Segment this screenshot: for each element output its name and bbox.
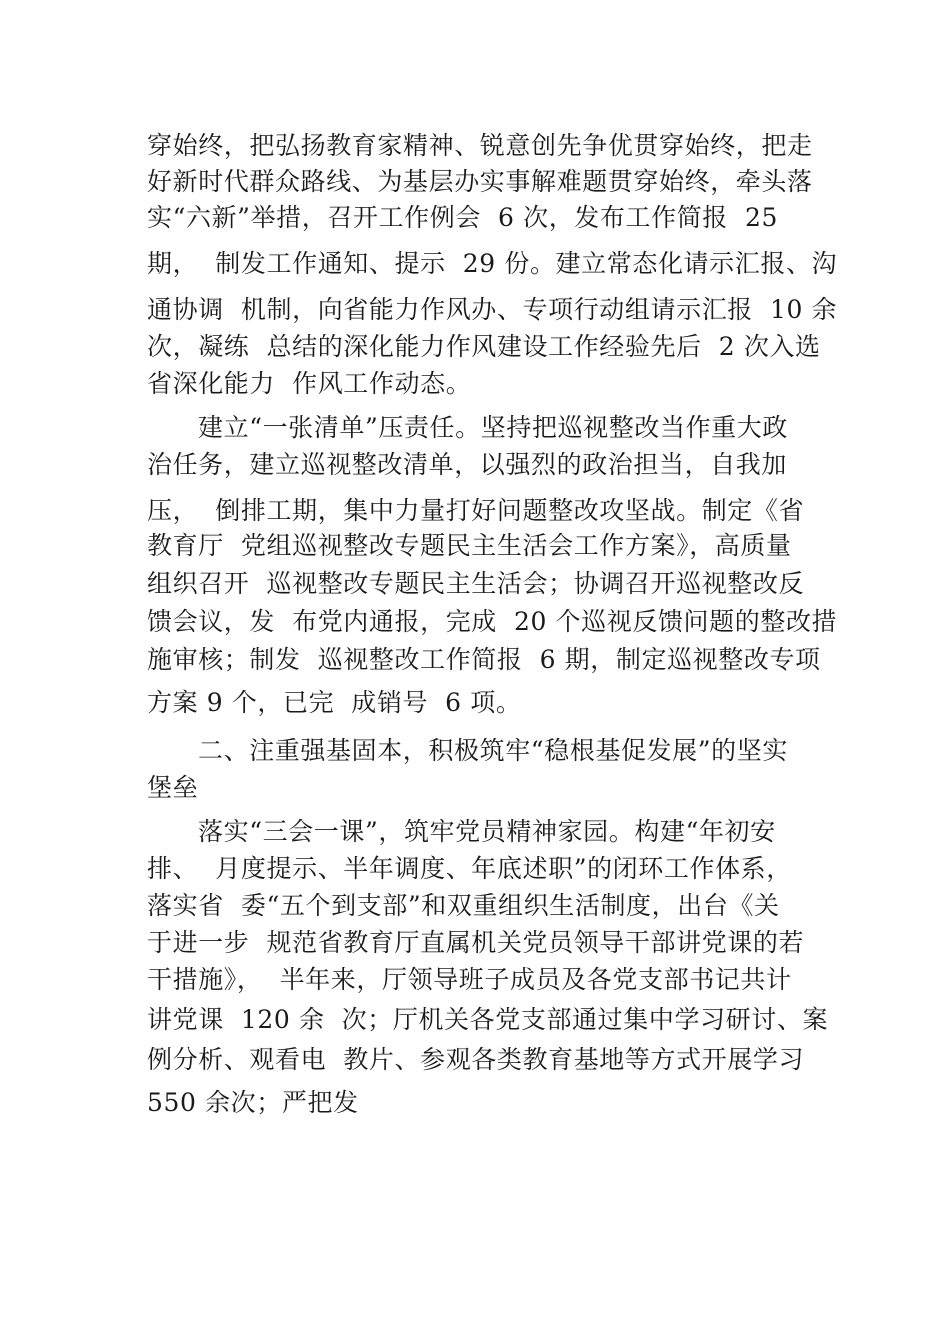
text-line: 于进一步 规范省教育厅直属机关党员领导干部讲党课的若 (147, 928, 805, 957)
paragraph-first-line: 落实“三会一课”，筑牢党员精神家园。构建“年初安 (198, 817, 776, 846)
text-line: 施审核；制发 巡视整改工作简报 6 期，制定巡视整改专项 (147, 645, 821, 674)
section-heading-cont: 堡垒 (147, 773, 199, 802)
paragraph-first-line: 建立“一张清单”压责任。坚持把巡视整改当作重大政 (198, 413, 788, 442)
text-line: 实“六新”举措，召开工作例会 6 次，发布工作简报 25 (147, 203, 779, 232)
text-line: 550 余次；严把发 (147, 1088, 359, 1117)
text-line: 好新时代群众路线、为基层办实事解难题贯穿始终，牵头落 (147, 167, 813, 196)
text-line: 省深化能力 作风工作动态。 (147, 369, 472, 398)
text-line: 干措施》， 半年来，厅领导班子成员及各党支部书记共计 (147, 965, 792, 994)
text-line: 排、 月度提示、半年调度、年底述职”的闭环工作体系， (147, 854, 792, 883)
text-line: 组织召开 巡视整改专题民主生活会；协调召开巡视整改反 (147, 569, 805, 598)
text-line: 方案 9 个，已完 成销号 6 项。 (147, 688, 522, 717)
text-line: 通协调 机制，向省能力作风办、专项行动组请示汇报 10 余 (147, 295, 838, 324)
text-line: 穿始终，把弘扬教育家精神、锐意创先争优贯穿始终，把走 (147, 131, 813, 160)
text-line: 期， 制发工作通知、提示 29 份。建立常态化请示汇报、沟 (147, 249, 838, 278)
text-line: 馈会议，发 布党内通报，完成 20 个巡视反馈问题的整改措 (147, 607, 838, 636)
text-line: 次，凝练 总结的深化能力作风建设工作经验先后 2 次入选 (147, 332, 821, 361)
section-heading: 二、注重强基固本，积极筑牢“稳根基促发展”的坚实 (198, 736, 788, 765)
text-line: 教育厅 党组巡视整改专题民主生活会工作方案》，高质量 (147, 531, 792, 560)
text-line: 落实省 委“五个到支部”和双重组织生活制度，出台《关 (147, 891, 780, 920)
text-line: 压， 倒排工期，集中力量打好问题整改攻坚战。制定《省 (147, 496, 805, 525)
text-line: 例分析、观看电 教片、参观各类教育基地等方式开展学习 (147, 1045, 805, 1074)
text-line: 治任务，建立巡视整改清单，以强烈的政治担当，自我加 (147, 450, 788, 479)
text-line: 讲党课 120 余 次；厅机关各党支部通过集中学习研讨、案 (147, 1005, 829, 1034)
